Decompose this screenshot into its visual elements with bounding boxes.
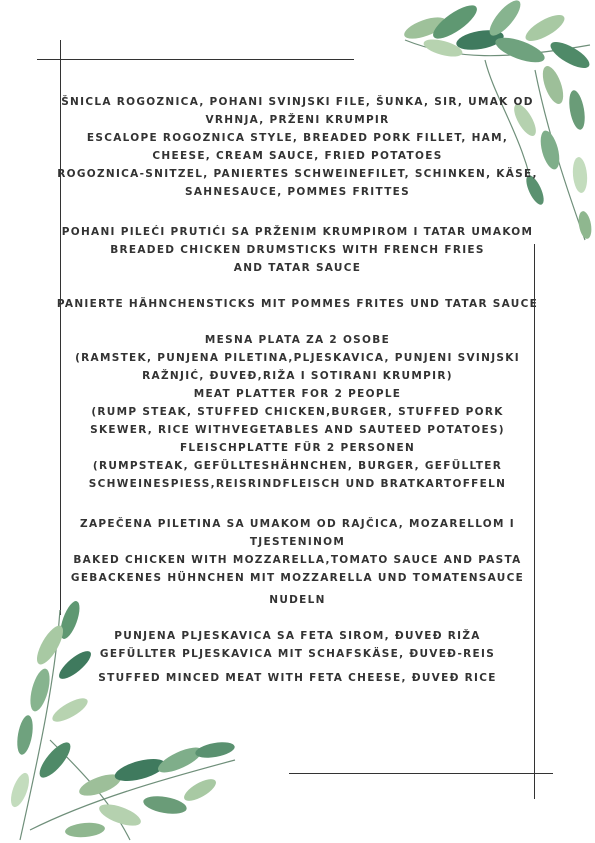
- menu-line: SAHNESAUCE, POMMES FRITTES: [184, 186, 411, 198]
- menu-line: AND TATAR SAUCE: [233, 262, 362, 274]
- menu-line: NUDELN: [269, 594, 326, 606]
- menu-line: PANIERTE HÄHNCHENSTICKS MIT POMMES FRITES UND TATAR SAUCE: [56, 298, 539, 310]
- menu-item-escalope: [55, 93, 540, 201]
- menu-item-chicken-sticks-de: [55, 295, 540, 313]
- frame-line-bottom: [289, 773, 553, 774]
- menu-line: (RUMP STEAK, STUFFED CHICKEN,BURGER, STUFFED PORK: [91, 406, 504, 418]
- menu-item-chicken-sticks: [55, 223, 540, 277]
- menu-line: (RUMPSTEAK, GEFÜLLTESHÄHNCHEN, BURGER, GEFÜLLTER: [92, 460, 503, 472]
- menu-line: MEAT PLATTER FOR 2 PEOPLE: [193, 388, 402, 400]
- menu-line: ESCALOPE ROGOZNICA STYLE, BREADED PORK FILLET, HAM,: [86, 132, 509, 144]
- menu-line: ROGOZNICA-SNITZEL, PANIERTES SCHWEINEFILET, SCHINKEN, KÄSE,: [57, 168, 538, 180]
- menu-line: MESNA PLATA ZA 2 OSOBE: [204, 334, 391, 346]
- menu-line: ŠNICLA ROGOZNICA, POHANI SVINJSKI FILE, ŠUNKA, SIR, UMAK OD: [61, 96, 534, 108]
- menu-line: PUNJENA PLJESKAVICA SA FETA SIROM, ĐUVEĐ RIŽA: [114, 630, 481, 642]
- menu-line: BREADED CHICKEN DRUMSTICKS WITH FRENCH FRIES: [110, 244, 485, 256]
- menu-line: SCHWEINESPIESS,REISRINDFLEISCH UND BRATKARTOFFELN: [88, 478, 507, 490]
- menu-line: GEFÜLLTER PLJESKAVICA MIT SCHAFSKÄSE, ĐUVEĐ-REIS: [99, 648, 496, 660]
- menu-line: CHEESE, CREAM SAUCE, FRIED POTATOES: [152, 150, 443, 162]
- menu-line: POHANI PILEĆI PRUTIĆI SA PRŽENIM KRUMPIROM I TATAR UMAKOM: [61, 226, 534, 238]
- menu-line: ZAPEČENA PILETINA SA UMAKOM OD RAJČICA, MOZARELLOM I: [80, 518, 515, 530]
- menu-line: (RAMSTEK, PUNJENA PILETINA,PLJESKAVICA, PUNJENI SVINJSKI: [75, 352, 520, 364]
- frame-line-top: [37, 59, 354, 60]
- menu-line: FLEISCHPLATTE FÜR 2 PERSONEN: [179, 442, 416, 454]
- menu-line: BAKED CHICKEN WITH MOZZARELLA,TOMATO SAUCE AND PASTA: [73, 554, 522, 566]
- menu-item-stuffed-pljeskavica: [55, 627, 540, 687]
- menu-line: SKEWER, RICE WITHVEGETABLES AND SAUTEED POTATOES): [90, 424, 505, 436]
- menu-line: RAŽNJIĆ, ĐUVEĐ,RIŽA I SOTIRANI KRUMPIR): [142, 370, 453, 382]
- menu-item-baked-chicken: [55, 515, 540, 609]
- menu-line: VRHNJA, PRŽENI KRUMPIR: [205, 114, 390, 126]
- menu-line: STUFFED MINCED MEAT WITH FETA CHEESE, ĐUVEĐ RICE: [98, 672, 497, 684]
- menu-line: GEBACKENES HÜHNCHEN MIT MOZZARELLA UND TOMATENSAUCE: [70, 572, 525, 584]
- menu-content: [55, 93, 540, 687]
- menu-item-meat-platter: [55, 331, 540, 493]
- menu-line: TJESTENINOM: [249, 536, 346, 548]
